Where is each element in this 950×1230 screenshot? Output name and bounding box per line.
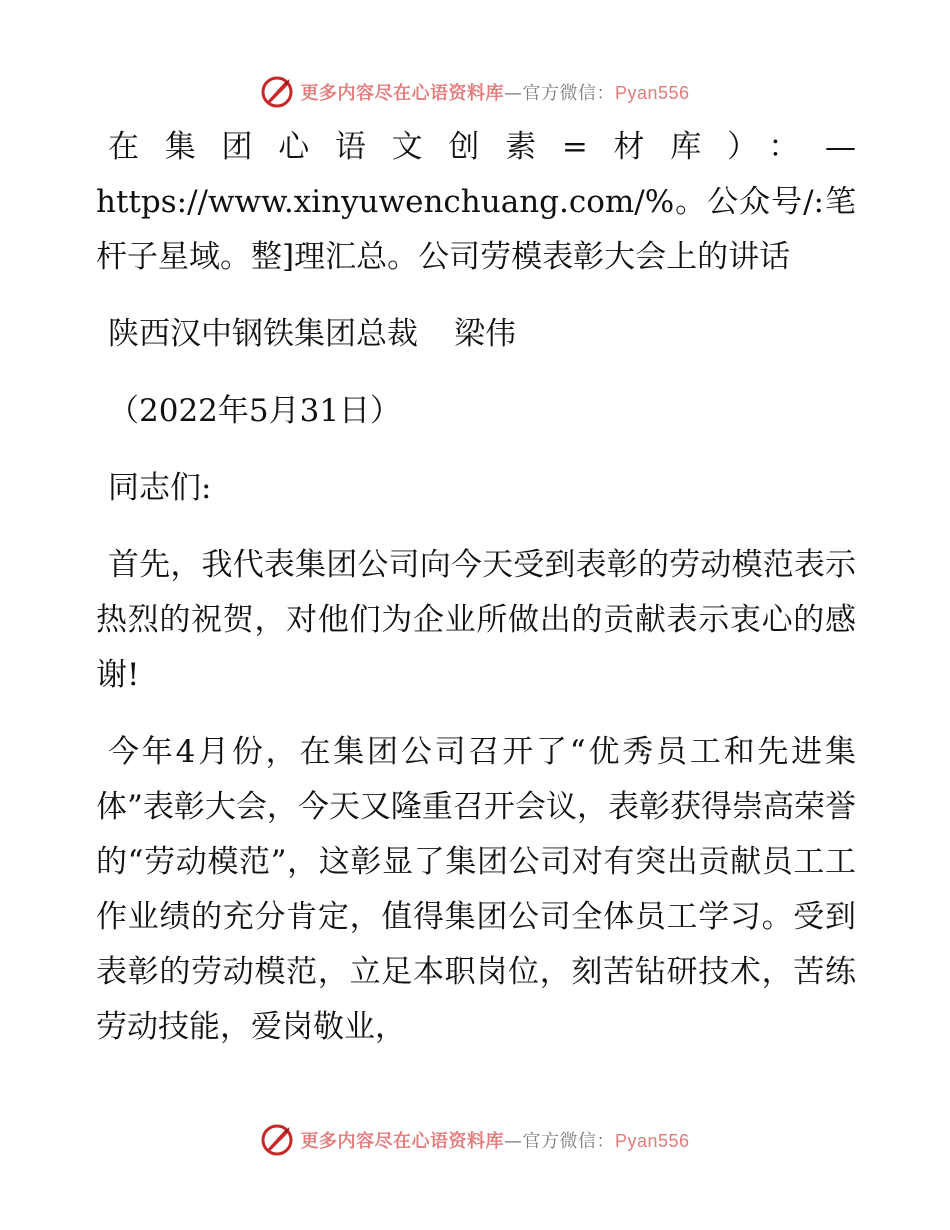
author-line [96,307,856,362]
watermark-separator: —官方微信： [503,1131,615,1152]
body-paragraph: 今年4月份，在集团公司召开了“优秀员工和先进集体”表彰大会，今天又隆重召开会议，表彰获得崇高荣誉的“劳动模范”，这彰显了集团公司对有突出贡献员工工作业绩的充分肯定，值得集团公司全体员工学习。受到表彰的劳动模范，立足本职岗位，刻苦钻研技术，苦练劳动技能，爱岗敬业， [96,734,856,1045]
watermark-wechat-id: Pyan556 [614,83,690,103]
author-organization: 陕西汉中钢铁集团总裁 [108,316,418,352]
watermark-text [300,1127,689,1153]
watermark-wechat-id: Pyan556 [614,1131,690,1151]
speech-date: （2022年5月31日） [108,393,402,429]
header-watermark [0,70,950,114]
body-paragraph: 首先，我代表集团公司向今天受到表彰的劳动模范表示热烈的祝贺，对他们为企业所做出的贡献表示衷心的感谢! [96,547,856,693]
footer-watermark [0,1118,950,1162]
watermark-main: 更多内容尽在心语资料库 [300,1131,504,1152]
watermark-separator: —官方微信： [503,83,615,104]
watermark-main: 更多内容尽在心语资料库 [300,83,504,104]
intro-paragraph: 在集团心语文创素=材库）：—https://www.xinyuwenchuang.com/%。公众号/:笔杆子星域。整]理汇总。公司劳模表彰大会上的讲话 [96,129,856,275]
document-body [96,120,856,1055]
author-name: 梁伟 [454,316,516,352]
salutation: 同志们: [108,470,212,506]
quill-logo-icon [260,75,294,109]
quill-logo-icon [260,1123,294,1157]
watermark-text [300,79,689,105]
